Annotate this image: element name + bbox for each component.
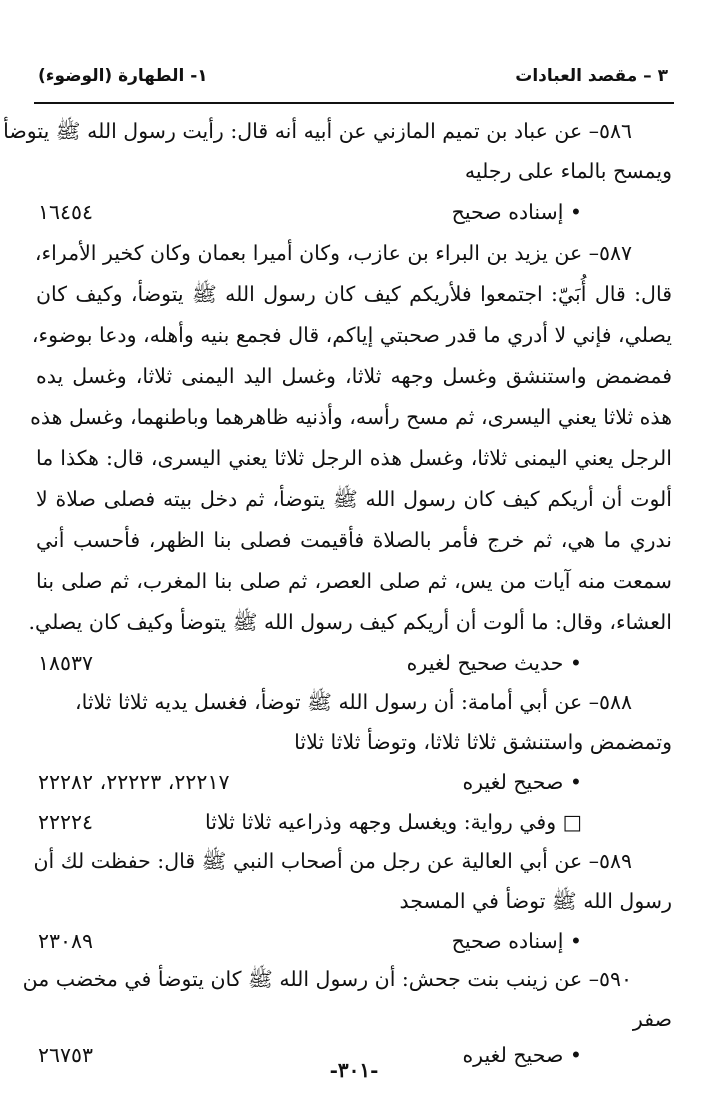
header-divider (34, 102, 674, 104)
text-line (0, 999, 708, 1039)
line-text: ٥٨٨– عن أبي أمامة: أن رسول الله ﷺ توضأ، فغسل يديه ثلاثا ثلاثا، (74, 690, 632, 714)
citation-line (0, 643, 708, 683)
reference-number: ٢٢٢٢٤ (38, 810, 94, 834)
line-text: وتمضمض واستنشق ثلاثا ثلاثا، وتوضأ ثلاثا ثلاثا (294, 730, 672, 754)
text-line (0, 356, 708, 396)
line-text: ألوت أن أريكم كيف كان رسول الله ﷺ يتوضأ، ثم دخل بيته فصلى صلاة لا (36, 487, 672, 511)
line-text: • صحيح لغيره (462, 1043, 582, 1067)
text-line (0, 881, 708, 921)
line-text: ويمسح بالماء على رجليه (464, 159, 672, 183)
line-text: ندري ما هي، ثم خرج فأمر بالصلاة فأقيمت فصلى بنا الظهر، فأحسب أني (36, 528, 672, 552)
text-line (0, 274, 708, 314)
citation-line (0, 762, 708, 802)
text-line (0, 315, 708, 355)
line-text: رسول الله ﷺ توضأ في المسجد (399, 889, 672, 913)
reference-number: ١٦٤٥٤ (38, 200, 94, 224)
line-text: • إسناده صحيح (451, 929, 582, 953)
text-line (0, 397, 708, 437)
text-line (0, 233, 708, 273)
line-text: صفر (632, 1007, 672, 1031)
line-text: • صحيح لغيره (462, 770, 582, 794)
line-text: ٥٨٩– عن أبي العالية عن رجل من أصحاب النبي ﷺ قال: حفظت لك أن (33, 849, 632, 873)
reference-number: ٢٦٧٥٣ (38, 1043, 94, 1067)
page-number: -٣٠١- (329, 1058, 379, 1082)
text-line (0, 959, 708, 999)
line-text: العشاء، وقال: ما ألوت أن أريكم كيف رسول الله ﷺ يتوضأ وكيف كان يصلي. (28, 610, 672, 634)
reference-number: ١٨٥٣٧ (38, 651, 94, 675)
text-line (0, 841, 708, 881)
line-text: • إسناده صحيح (451, 200, 582, 224)
line-text: □ وفي رواية: ويغسل وجهه وذراعيه ثلاثا ثلاثا (205, 810, 582, 834)
reference-number: ٢٣٠٨٩ (38, 929, 94, 953)
citation-line (0, 921, 708, 961)
line-text: يصلي، فإني لا أدري ما قدر صحبتي إياكم، قال فجمع بنيه وأهله، ودعا بوضوء، (31, 323, 672, 347)
text-line (0, 561, 708, 601)
line-text: الرجل يعني اليمنى ثلاثا، وغسل هذه الرجل ثلاثا يعني اليسرى، قال: هكذا ما (36, 446, 672, 470)
line-text: قال: قال أُبَيّ: اجتمعوا فلأريكم كيف كان رسول الله ﷺ يتوضأ، وكيف كان (36, 282, 672, 306)
text-line (0, 438, 708, 478)
text-line (0, 602, 708, 642)
text-line (0, 151, 708, 191)
text-line (0, 722, 708, 762)
line-text: هذه ثلاثا يعني اليسرى، ثم مسح رأسه، وأذنيه ظاهرهما وباطنهما، وغسل هذه (30, 405, 672, 429)
running-header-chapter: ٣ – مقصد العبادات (515, 66, 668, 86)
citation-line (0, 192, 708, 232)
running-header-section: ١- الطهارة (الوضوء) (38, 66, 208, 86)
line-text: فمضمض واستنشق وغسل وجهه ثلاثا، وغسل اليد اليمنى ثلاثا، وغسل يده (36, 364, 672, 388)
text-line (0, 682, 708, 722)
citation-line (0, 802, 708, 842)
text-line (0, 111, 708, 151)
reference-number: ٢٢٢١٧، ٢٢٢٢٣، ٢٢٢٨٢ (38, 770, 230, 794)
line-text: سمعت منه آيات من يس، ثم صلى العصر، ثم صلى بنا المغرب، ثم صلى بنا (36, 569, 672, 593)
line-text: ٥٨٧– عن يزيد بن البراء بن عازب، وكان أميرا بعمان وكان كخير الأمراء، (34, 241, 632, 265)
line-text: ٥٨٦– عن عباد بن تميم المازني عن أبيه أنه قال: رأيت رسول الله ﷺ يتوضأ (3, 119, 632, 143)
text-line (0, 479, 708, 519)
text-line (0, 520, 708, 560)
line-text: ٥٩٠– عن زينب بنت جحش: أن رسول الله ﷺ كان يتوضأ في مخضب من (22, 967, 632, 991)
line-text: • حديث صحيح لغيره (406, 651, 582, 675)
